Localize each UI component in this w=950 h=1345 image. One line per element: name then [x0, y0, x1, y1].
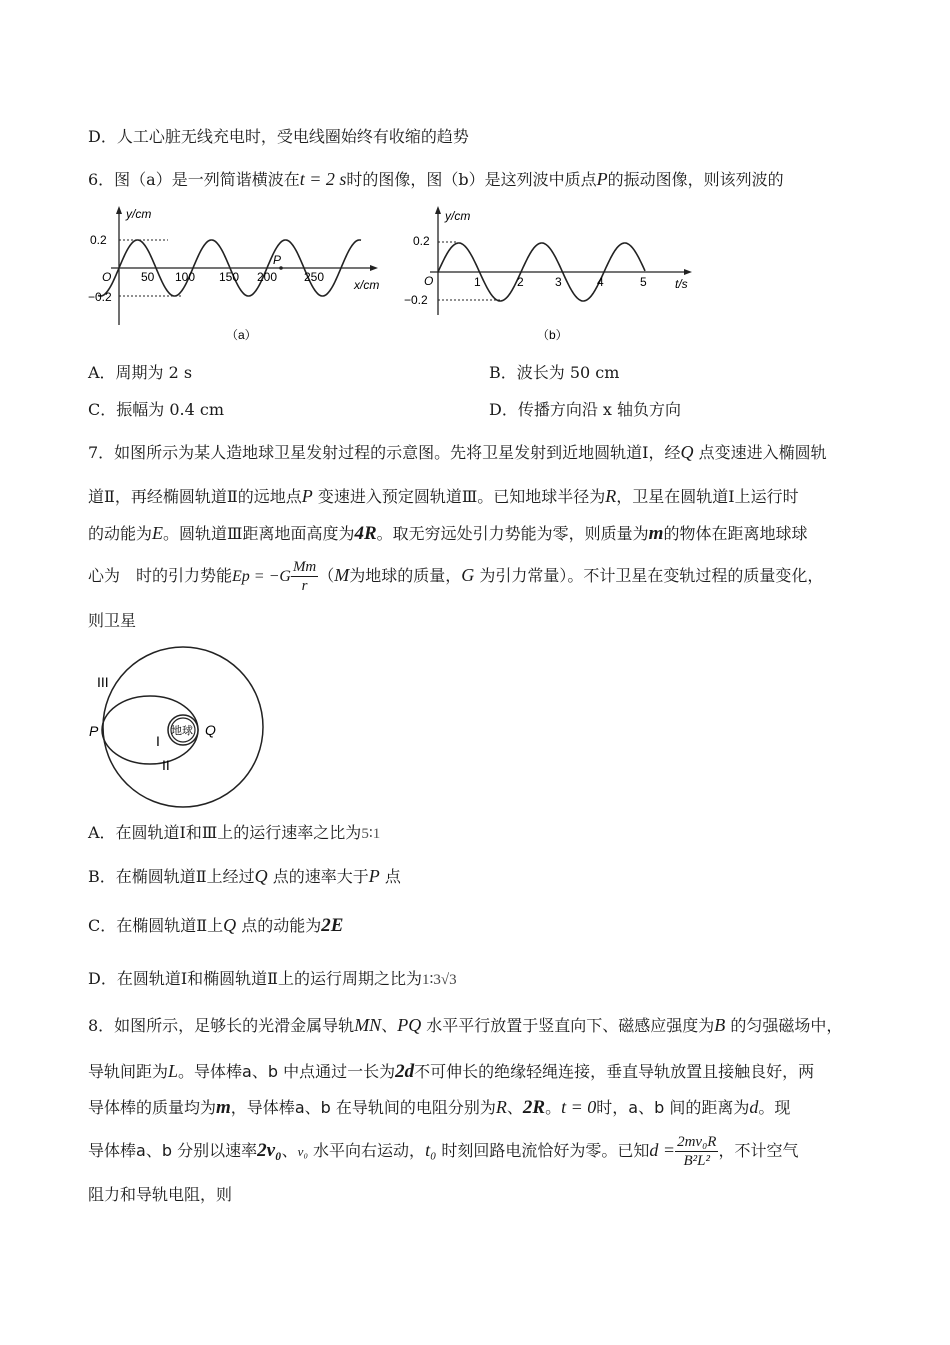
orbit-iii-label: III	[97, 674, 109, 690]
q6b-y-arrow	[435, 206, 441, 214]
q7-text: （	[318, 566, 335, 585]
q8-text: 不可伸长的绝缘轻绳连接，垂直导轨放置且接触良好，两	[414, 1062, 815, 1081]
q7-option-b	[88, 865, 401, 888]
q6b-y-label: y/cm	[445, 209, 471, 223]
q6a-y-min: −0.2	[88, 290, 112, 304]
q7-option-c	[88, 914, 343, 937]
q8-text: 的匀强磁场中，	[725, 1016, 843, 1035]
q7-line-3	[88, 522, 807, 545]
q8-text: 导轨间距为	[88, 1062, 169, 1081]
q7-text: 点变速进入椭圆轨	[693, 443, 827, 462]
point-p-label: P	[89, 723, 99, 739]
q6b-tick-2: 2	[517, 275, 524, 289]
q7-line-5: 则卫星	[88, 611, 137, 630]
q8-text: 在导轨间的电阻分别为	[330, 1098, 496, 1117]
orbit-i-label: I	[156, 733, 160, 749]
q7-option-c-text: C．在椭圆轨道Ⅱ上	[88, 916, 224, 935]
q7-text: 心为 时的引力势能	[88, 566, 233, 585]
q7-option-b-text: 点	[379, 867, 401, 886]
q7-orbit-figure	[85, 640, 275, 810]
q6a-y-arrow	[116, 206, 122, 214]
q6-time: t = 2 s	[299, 169, 347, 189]
q8-text: 时刻回路电流恰好为零。已知	[436, 1141, 650, 1160]
q7-option-a-value: 5∶1	[361, 826, 381, 842]
q7-option-c-value: 2E	[321, 915, 344, 936]
q6a-y-max: 0.2	[90, 233, 107, 247]
q8-var-t0: t = 0	[561, 1097, 597, 1117]
q8-text: 8．如图所示，足够长的光滑金属导轨	[88, 1016, 355, 1035]
q8-text: ，导体棒	[230, 1098, 295, 1117]
q8-var-mn: MN	[354, 1015, 382, 1035]
q6a-origin: O	[102, 270, 112, 284]
q7-text: 道Ⅱ，再经椭圆轨道Ⅱ的远地点	[88, 487, 302, 506]
q8-var-2d: 2d	[395, 1061, 415, 1082]
q7-line-1	[88, 441, 827, 464]
q6b-y-max: 0.2	[413, 234, 430, 248]
q7-option-b-text: B．在椭圆轨道Ⅱ上经过	[88, 867, 255, 886]
q6b-tick-3: 3	[555, 275, 562, 289]
q6b-origin: O	[424, 274, 434, 288]
q7-var-r: R	[605, 486, 617, 506]
q7-text: 7．如图所示为某人造地球卫星发射过程的示意图。先将卫星发射到近地圆轨道Ⅰ，经	[88, 443, 681, 462]
q8-var-b: b	[654, 1098, 665, 1117]
q7-option-c-text: 点的动能为	[236, 916, 322, 935]
q8-line-1	[88, 1014, 842, 1037]
q8-text: 中点通过一长为	[278, 1062, 396, 1081]
q6a-tick-200: 200	[257, 270, 278, 284]
q6b-tick-1: 1	[474, 275, 481, 289]
q6-stem-a: 6．图（a）是一列简谐横波在	[88, 170, 300, 189]
q8-text: 、	[145, 1141, 162, 1160]
q8-var-2v0: 2v₀	[257, 1140, 282, 1161]
q7-var-g: G	[461, 565, 475, 585]
q8-var-v0: v₀	[297, 1144, 308, 1159]
q6a-tick-250: 250	[304, 270, 325, 284]
q6a-y-label: y/cm	[126, 207, 152, 221]
q7-option-d-text: D．在圆轨道Ⅰ和椭圆轨道Ⅱ上的运行周期之比为	[88, 969, 423, 988]
q6a-point-p-label: P	[273, 253, 282, 267]
q8-text: ，不计空气	[718, 1141, 799, 1160]
q8-var-a: a	[136, 1141, 146, 1160]
q8-text: 导体棒的质量均为	[88, 1098, 217, 1117]
q8-d-equation: d =	[649, 1140, 676, 1160]
q8-frac-num: 2mv₀R	[677, 1134, 717, 1150]
q7-option-b-text: 点的速率大于	[267, 867, 369, 886]
q7-text: 为地球的质量，	[349, 566, 462, 585]
q8-line-2	[88, 1060, 814, 1083]
q6a-tick-150: 150	[219, 270, 240, 284]
earth-label: 地球	[171, 725, 193, 737]
q8-var-b-field: B	[714, 1015, 726, 1035]
q8-line-4	[88, 1130, 798, 1172]
q8-text: 。导体棒	[178, 1062, 243, 1081]
q8-var-b: b	[161, 1141, 172, 1160]
q6-option-a: A．周期为 2 s	[88, 363, 193, 382]
q8-line-5: 阻力和导轨电阻，则	[88, 1185, 233, 1204]
q8-var-m: m	[216, 1097, 231, 1118]
q7-var-q: Q	[680, 442, 694, 462]
q7-option-a-text: A．在圆轨道Ⅰ和Ⅲ上的运行速率之比为	[88, 823, 362, 842]
q7-frac-den: r	[301, 578, 308, 594]
q8-var-b: b	[267, 1062, 279, 1081]
q8-line-3	[88, 1096, 790, 1119]
orbit-ii-label: II	[162, 757, 170, 773]
q6a-x-arrow	[370, 265, 378, 271]
q8-var-t0-time: t₀	[425, 1140, 437, 1160]
q6-point: P	[596, 169, 608, 189]
q8-var-a: a	[628, 1098, 639, 1117]
q8-text: 导体棒	[88, 1141, 137, 1160]
q8-text: 、	[251, 1062, 268, 1081]
q8-var-d: d	[749, 1097, 759, 1117]
q7-option-b-q: Q	[254, 866, 268, 886]
q6-option-c: C．振幅为 0.4 cm	[88, 400, 224, 419]
q6-stem-c: 的振动图像，则该列波的	[607, 170, 784, 189]
q6-figure-a	[86, 200, 386, 350]
q7-text: 的物体在距离地球球	[663, 524, 808, 543]
point-q-label: Q	[205, 722, 216, 738]
q8-var-l: L	[168, 1061, 179, 1081]
q6-stem-b: 时的图像，图（b）是这列波中质点	[346, 170, 597, 189]
q6b-x-arrow	[684, 269, 692, 275]
q6b-tick-4: 4	[597, 275, 604, 289]
q8-text: 间的距离为	[664, 1098, 750, 1117]
q8-text: 水平平行放置于竖直向下、磁感应强度为	[421, 1016, 715, 1035]
q8-text: 。	[545, 1098, 562, 1117]
q7-text: 的动能为	[88, 524, 153, 543]
q7-text: 。取无穷远处引力势能为零，则质量为	[376, 524, 649, 543]
q6a-tick-100: 100	[175, 270, 196, 284]
q8-text: 。现	[758, 1098, 791, 1117]
q8-var-a: a	[242, 1062, 252, 1081]
q8-frac-den: B²L²	[683, 1153, 711, 1169]
q7-var-e: E	[152, 523, 164, 543]
q7-text: 。圆轨道Ⅲ距离地面高度为	[163, 524, 355, 543]
q8-var-pq: PQ	[397, 1015, 422, 1035]
q7-frac-num: Mm	[292, 559, 317, 575]
q8-fraction	[675, 1133, 718, 1170]
q7-option-b-p: P	[368, 866, 380, 886]
q6a-tick-50: 50	[141, 270, 155, 284]
q7-line-4	[88, 556, 823, 596]
q8-var-a: a	[294, 1098, 305, 1117]
q8-text: 、	[638, 1098, 655, 1117]
q7-var-mass-earth: M	[334, 565, 350, 585]
q5-option-d: D．人工心脏无线充电时，受电线圈始终有收缩的趋势	[88, 127, 469, 146]
q6b-caption: （b）	[537, 328, 568, 342]
q7-text: 为引力常量）。不计卫星在变轨过程的质量变化，	[474, 566, 824, 585]
q8-text: 、	[381, 1016, 398, 1035]
q8-text: 、	[281, 1141, 298, 1160]
q8-text: 、	[506, 1098, 523, 1117]
q8-var-b: b	[320, 1098, 331, 1117]
q6a-x-label: x/cm	[354, 278, 380, 292]
q8-text: 时，	[596, 1098, 629, 1117]
q7-text: ，卫星在圆轨道Ⅰ上运行时	[616, 487, 799, 506]
q7-fraction	[291, 558, 318, 595]
q7-text: 变速进入预定圆轨道Ⅲ。已知地球半径为	[312, 487, 606, 506]
q6-option-d: D．传播方向沿 x 轴负方向	[489, 400, 682, 419]
q7-option-d-value: 1∶3√3	[422, 972, 457, 988]
q7-line-2	[88, 485, 799, 508]
q7-potential-formula: Ep = −G	[232, 568, 291, 585]
q6-stem	[88, 168, 784, 191]
q7-option-c-q: Q	[223, 915, 237, 935]
q8-var-r: R	[495, 1097, 507, 1117]
q7-var-m: m	[648, 523, 664, 544]
q6b-tick-5: 5	[640, 275, 647, 289]
q7-var-4r: 4R	[354, 523, 377, 544]
q6b-y-min: −0.2	[404, 293, 428, 307]
q7-option-d	[88, 968, 457, 991]
q8-text: 水平向右运动，	[307, 1141, 426, 1160]
q6-option-b: B．波长为 50 cm	[489, 363, 620, 382]
q8-var-2r: 2R	[522, 1097, 546, 1118]
q8-text: 分别以速率	[172, 1141, 258, 1160]
q8-text: 、	[304, 1098, 321, 1117]
q6-figure-b	[400, 200, 700, 350]
q7-option-a	[88, 822, 380, 845]
q7-var-p: P	[301, 486, 313, 506]
q6b-x-label: t/s	[675, 277, 688, 291]
q6a-caption: （a）	[226, 328, 257, 342]
